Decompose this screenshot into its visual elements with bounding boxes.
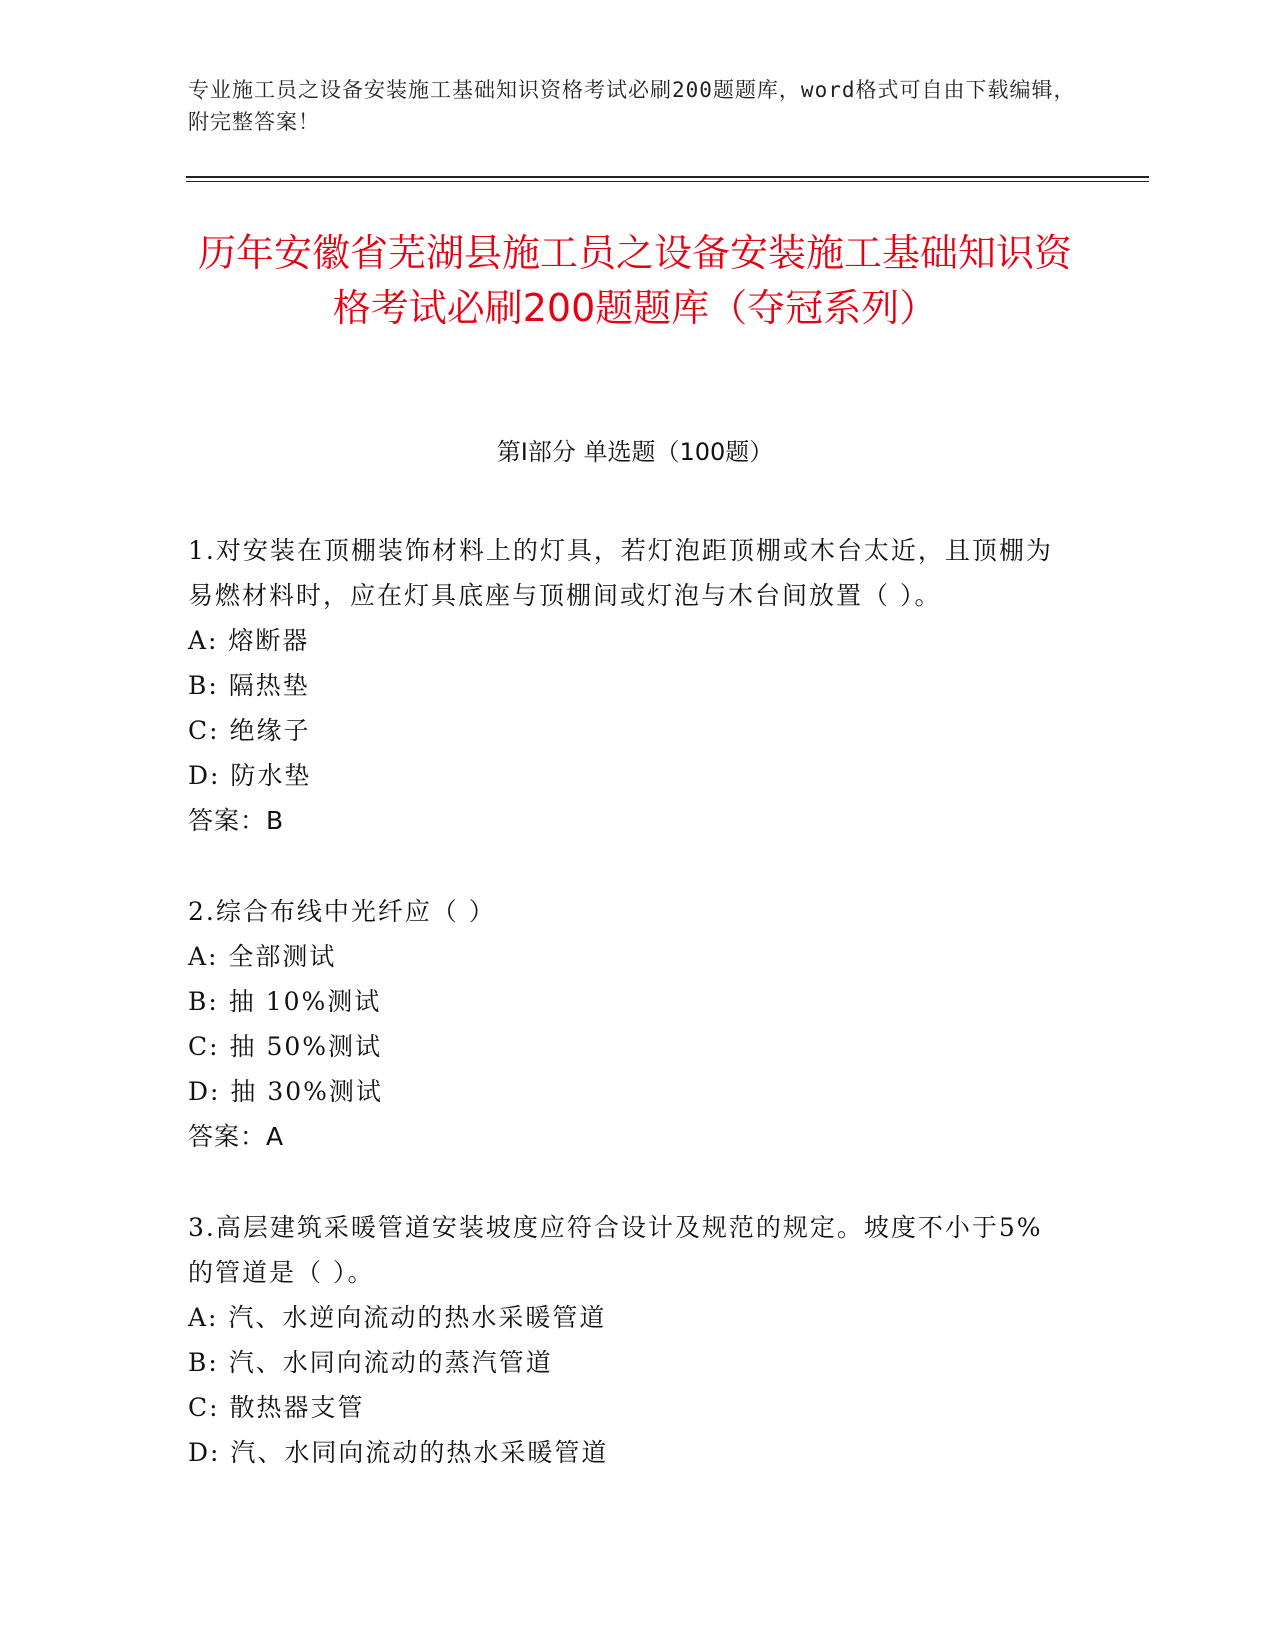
- option-a: A: 全部测试: [188, 942, 337, 971]
- option-d: D: 防水垫: [188, 761, 312, 790]
- question-list: [188, 528, 1068, 1521]
- header-divider: [186, 176, 1149, 178]
- header-note: 专业施工员之设备安装施工基础知识资格考试必刷200题题库，word格式可自由下载编辑，附完整答案！: [188, 78, 1076, 134]
- section-title: 第Ⅰ部分 单选题（100题）: [496, 438, 774, 466]
- question-1: [188, 528, 1068, 843]
- answer-line: 答案：A: [188, 1122, 285, 1151]
- header-divider-thin: [186, 181, 1149, 182]
- option-c: C: 散热器支管: [188, 1393, 365, 1422]
- option-c: C: 抽 50%测试: [188, 1032, 383, 1061]
- option-d: D: 抽 30%测试: [188, 1077, 383, 1106]
- option-d: D: 汽、水同向流动的热水采暖管道: [188, 1438, 609, 1467]
- document-title: 历年安徽省芜湖县施工员之设备安装施工基础知识资格考试必刷200题题库（夺冠系列）: [197, 231, 1072, 330]
- option-b: B: 汽、水同向流动的蒸汽管道: [188, 1348, 553, 1377]
- option-a: A: 熔断器: [188, 626, 310, 655]
- option-a: A: 汽、水逆向流动的热水采暖管道: [188, 1303, 607, 1332]
- question-3: [188, 1205, 1068, 1475]
- question-stem: 2.综合布线中光纤应（ ）: [188, 897, 496, 926]
- question-stem: 1.对安装在顶棚装饰材料上的灯具，若灯泡距顶棚或木台太近，且顶棚为易燃材料时，应在灯具底座与顶棚间或灯泡与木台间放置（ ）。: [188, 536, 1053, 610]
- question-2: [188, 889, 1068, 1159]
- option-b: B: 抽 10%测试: [188, 987, 382, 1016]
- question-stem: 3.高层建筑采暖管道安装坡度应符合设计及规范的规定。坡度不小于5%的管道是（ ）。: [188, 1213, 1043, 1287]
- option-b: B: 隔热垫: [188, 671, 310, 700]
- option-c: C: 绝缘子: [188, 716, 311, 745]
- answer-line: 答案：B: [188, 806, 285, 835]
